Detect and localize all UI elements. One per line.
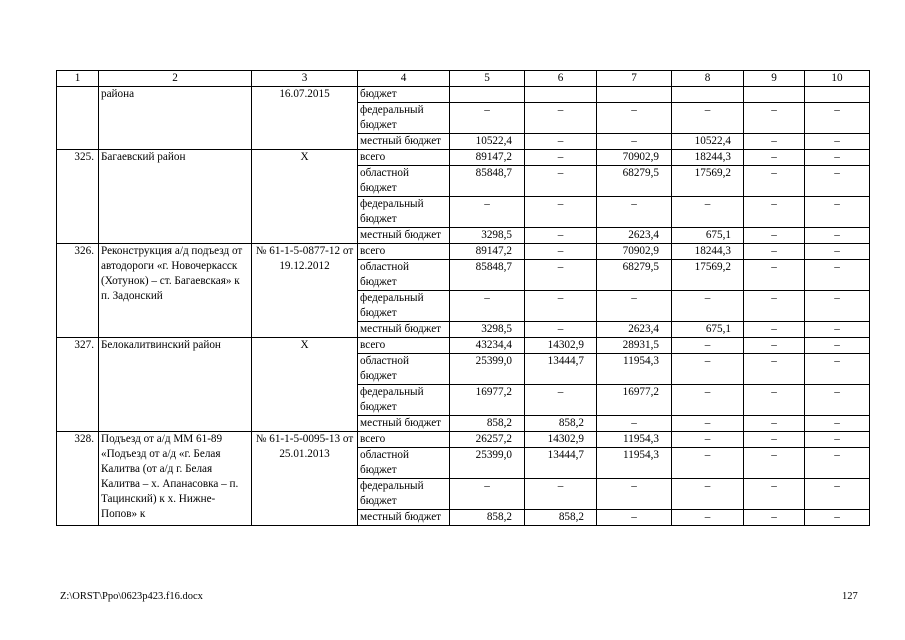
row-number-cell: 328.	[57, 432, 99, 526]
document-cell: 16.07.2015	[252, 87, 358, 150]
value-cell: –	[805, 385, 870, 416]
value-cell: 25399,0	[450, 448, 525, 479]
funding-source-cell: местный бюджет	[358, 228, 450, 244]
value-cell: –	[525, 103, 597, 134]
value-cell: 68279,5	[597, 166, 672, 197]
value-cell: –	[744, 338, 805, 354]
value-cell: –	[525, 134, 597, 150]
value-cell: 13444,7	[525, 354, 597, 385]
funding-source-cell: всего	[358, 150, 450, 166]
row-number-cell: 327.	[57, 338, 99, 432]
footer-file-path: Z:\ORST\Ppo\0623p423.f16.docx	[60, 591, 203, 602]
value-cell: 675,1	[672, 228, 744, 244]
value-cell: –	[672, 432, 744, 448]
funding-source-cell: федеральный бюджет	[358, 103, 450, 134]
value-cell: –	[597, 103, 672, 134]
value-cell: –	[744, 166, 805, 197]
header-row	[57, 71, 870, 87]
value-cell: 17569,2	[672, 166, 744, 197]
funding-source-cell: местный бюджет	[358, 134, 450, 150]
value-cell: 858,2	[450, 510, 525, 526]
document-cell: № 61-1-5-0095-13 от 25.01.2013	[252, 432, 358, 526]
value-cell: –	[672, 416, 744, 432]
value-cell: –	[672, 103, 744, 134]
value-cell: –	[805, 322, 870, 338]
object-name-cell: Реконструкция а/д подъезд от автодороги «г. Новочеркасск (Хотунок) – ст. Багаевская» к п. Задонский	[99, 244, 252, 338]
value-cell: –	[805, 134, 870, 150]
value-cell: 2623,4	[597, 228, 672, 244]
funding-source-cell: местный бюджет	[358, 416, 450, 432]
header-cell: 2	[99, 71, 252, 87]
value-cell: 10522,4	[672, 134, 744, 150]
value-cell: 858,2	[450, 416, 525, 432]
value-cell: –	[805, 150, 870, 166]
value-cell: –	[525, 260, 597, 291]
value-cell: –	[672, 448, 744, 479]
value-cell: 858,2	[525, 416, 597, 432]
value-cell	[450, 87, 525, 103]
value-cell: –	[525, 291, 597, 322]
value-cell: 26257,2	[450, 432, 525, 448]
value-cell: –	[744, 103, 805, 134]
value-cell: 17569,2	[672, 260, 744, 291]
value-cell: –	[450, 197, 525, 228]
value-cell: –	[597, 510, 672, 526]
value-cell: –	[525, 197, 597, 228]
value-cell: 85848,7	[450, 166, 525, 197]
value-cell: 13444,7	[525, 448, 597, 479]
value-cell: –	[805, 448, 870, 479]
header-cell: 8	[672, 71, 744, 87]
value-cell: –	[805, 260, 870, 291]
value-cell: –	[744, 197, 805, 228]
value-cell: –	[805, 103, 870, 134]
header-cell: 5	[450, 71, 525, 87]
value-cell: –	[672, 510, 744, 526]
object-name-cell: Подъезд от а/д ММ 61-89 «Подъезд от а/д «г. Белая Калитва (от а/д г. Белая Калитва – х. Апанасовка – п. Тацинский) к х. Нижне-Попов» к	[99, 432, 252, 526]
funding-source-cell: областной бюджет	[358, 354, 450, 385]
header-cell: 1	[57, 71, 99, 87]
header-cell: 10	[805, 71, 870, 87]
value-cell: –	[744, 510, 805, 526]
funding-source-cell: всего	[358, 244, 450, 260]
row-number-cell: 325.	[57, 150, 99, 244]
document-cell: Х	[252, 150, 358, 244]
value-cell: 43234,4	[450, 338, 525, 354]
value-cell: –	[672, 479, 744, 510]
header-cell: 6	[525, 71, 597, 87]
value-cell: –	[597, 197, 672, 228]
header-cell: 9	[744, 71, 805, 87]
value-cell: –	[744, 291, 805, 322]
table-row	[57, 338, 870, 354]
value-cell: 10522,4	[450, 134, 525, 150]
funding-source-cell: всего	[358, 432, 450, 448]
value-cell: –	[597, 134, 672, 150]
funding-source-cell: бюджет	[358, 87, 450, 103]
value-cell: –	[597, 416, 672, 432]
value-cell: 3298,5	[450, 228, 525, 244]
table-row	[57, 244, 870, 260]
value-cell: –	[744, 448, 805, 479]
value-cell: 85848,7	[450, 260, 525, 291]
value-cell: 675,1	[672, 322, 744, 338]
value-cell	[597, 87, 672, 103]
value-cell: 18244,3	[672, 150, 744, 166]
value-cell: –	[672, 385, 744, 416]
value-cell: –	[744, 416, 805, 432]
value-cell: –	[744, 150, 805, 166]
value-cell: –	[805, 479, 870, 510]
value-cell: –	[744, 260, 805, 291]
object-name-cell: района	[99, 87, 252, 150]
value-cell: –	[744, 134, 805, 150]
value-cell: –	[744, 244, 805, 260]
table-row	[57, 150, 870, 166]
value-cell: –	[525, 244, 597, 260]
value-cell	[805, 87, 870, 103]
value-cell: –	[744, 322, 805, 338]
value-cell: –	[525, 150, 597, 166]
budget-table	[56, 70, 870, 526]
value-cell: –	[744, 385, 805, 416]
object-name-cell: Багаевский район	[99, 150, 252, 244]
funding-source-cell: областной бюджет	[358, 260, 450, 291]
funding-source-cell: всего	[358, 338, 450, 354]
funding-source-cell: федеральный бюджет	[358, 291, 450, 322]
value-cell: –	[805, 432, 870, 448]
value-cell: –	[525, 228, 597, 244]
document-cell: № 61-1-5-0877-12 от 19.12.2012	[252, 244, 358, 338]
value-cell: 89147,2	[450, 244, 525, 260]
value-cell: –	[672, 338, 744, 354]
value-cell: 858,2	[525, 510, 597, 526]
value-cell: 11954,3	[597, 448, 672, 479]
value-cell: 16977,2	[597, 385, 672, 416]
value-cell: –	[672, 197, 744, 228]
value-cell: 14302,9	[525, 338, 597, 354]
value-cell: 70902,9	[597, 244, 672, 260]
value-cell: 18244,3	[672, 244, 744, 260]
value-cell	[672, 87, 744, 103]
value-cell: –	[744, 354, 805, 385]
value-cell	[744, 87, 805, 103]
value-cell: –	[525, 166, 597, 197]
value-cell: –	[805, 338, 870, 354]
value-cell: –	[525, 385, 597, 416]
page-number: 127	[842, 591, 858, 602]
value-cell: –	[744, 228, 805, 244]
value-cell	[525, 87, 597, 103]
funding-source-cell: областной бюджет	[358, 166, 450, 197]
value-cell: –	[805, 166, 870, 197]
value-cell: 3298,5	[450, 322, 525, 338]
row-number-cell	[57, 87, 99, 150]
value-cell: –	[805, 244, 870, 260]
value-cell: –	[805, 228, 870, 244]
value-cell: 89147,2	[450, 150, 525, 166]
value-cell: 70902,9	[597, 150, 672, 166]
object-name-cell: Белокалитвинский район	[99, 338, 252, 432]
value-cell: –	[805, 354, 870, 385]
value-cell: –	[805, 416, 870, 432]
funding-source-cell: федеральный бюджет	[358, 197, 450, 228]
table-row	[57, 87, 870, 103]
value-cell: –	[672, 291, 744, 322]
value-cell: –	[597, 479, 672, 510]
value-cell: –	[450, 291, 525, 322]
value-cell: 16977,2	[450, 385, 525, 416]
value-cell: –	[450, 479, 525, 510]
header-cell: 3	[252, 71, 358, 87]
value-cell: –	[805, 510, 870, 526]
value-cell: 2623,4	[597, 322, 672, 338]
value-cell: –	[805, 291, 870, 322]
value-cell: –	[805, 197, 870, 228]
value-cell: 11954,3	[597, 432, 672, 448]
funding-source-cell: федеральный бюджет	[358, 479, 450, 510]
funding-source-cell: федеральный бюджет	[358, 385, 450, 416]
value-cell: 25399,0	[450, 354, 525, 385]
table-body	[57, 71, 870, 526]
value-cell: 28931,5	[597, 338, 672, 354]
document-cell: Х	[252, 338, 358, 432]
header-cell: 7	[597, 71, 672, 87]
funding-source-cell: местный бюджет	[358, 322, 450, 338]
row-number-cell: 326.	[57, 244, 99, 338]
value-cell: –	[597, 291, 672, 322]
funding-source-cell: областной бюджет	[358, 448, 450, 479]
value-cell: –	[525, 322, 597, 338]
value-cell: –	[744, 432, 805, 448]
value-cell: 14302,9	[525, 432, 597, 448]
value-cell: –	[672, 354, 744, 385]
funding-source-cell: местный бюджет	[358, 510, 450, 526]
value-cell: 68279,5	[597, 260, 672, 291]
header-cell: 4	[358, 71, 450, 87]
value-cell: –	[744, 479, 805, 510]
value-cell: 11954,3	[597, 354, 672, 385]
table-row	[57, 432, 870, 448]
value-cell: –	[525, 479, 597, 510]
value-cell: –	[450, 103, 525, 134]
